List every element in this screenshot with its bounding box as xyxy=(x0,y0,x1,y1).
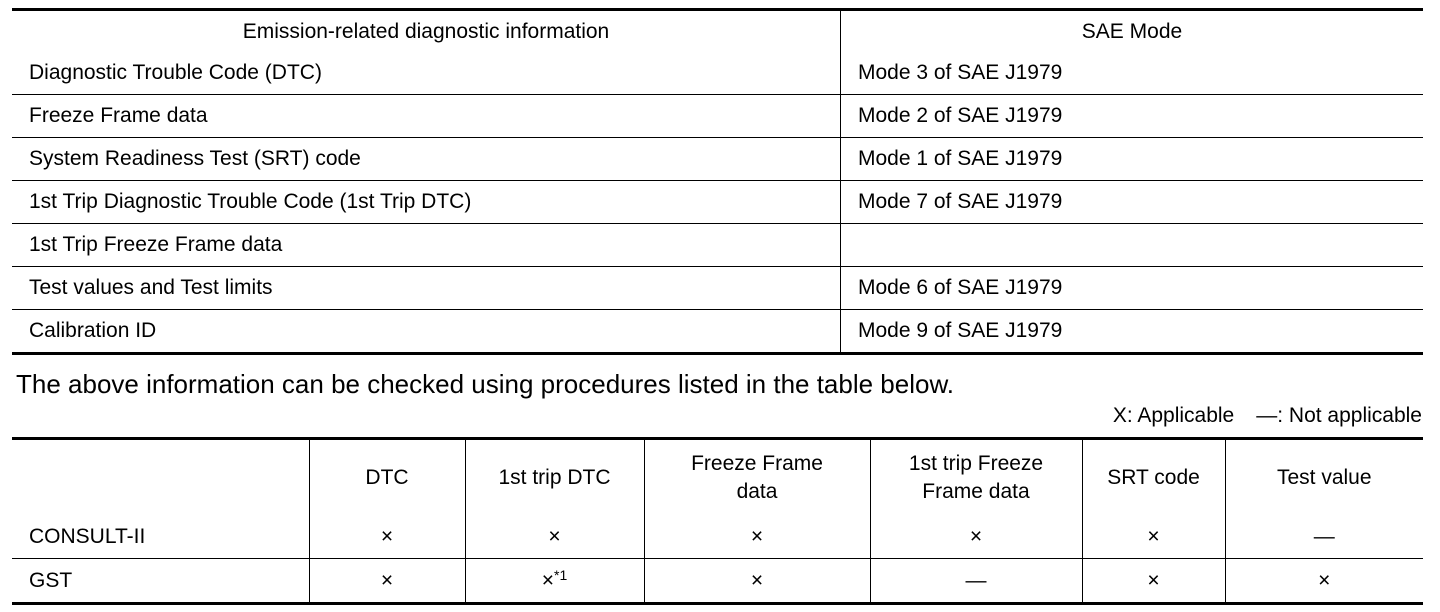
emission-diagnostic-table xyxy=(12,8,1423,355)
table-cell: Mode 7 of SAE J1979 xyxy=(841,181,1424,224)
table-cell: ×$^{*1}$ xyxy=(465,559,644,604)
header-test-value: Test value xyxy=(1276,465,1372,489)
header-1st-trip-dtc: 1st trip DTC xyxy=(465,439,644,516)
table-cell: × xyxy=(309,559,465,604)
row-label-consult: CONSULT-II xyxy=(12,515,309,559)
table-cell: Mode 9 of SAE J1979 xyxy=(858,319,1063,342)
table-cell: × xyxy=(644,515,870,559)
table-cell: Mode 3 of SAE J1979 xyxy=(841,52,1424,95)
legend-applicable: X: Applicable xyxy=(1112,404,1235,427)
table-cell: Diagnostic Trouble Code (DTC) xyxy=(12,52,841,95)
header-sae-mode: SAE Mode xyxy=(1081,19,1183,43)
table-row xyxy=(12,52,1423,95)
table-cell: × xyxy=(1082,515,1225,559)
table-cell: × xyxy=(644,559,870,604)
header-srt-code: SRT code xyxy=(1082,439,1225,516)
table-row xyxy=(12,224,1423,267)
table-cell: × xyxy=(465,515,644,559)
table-row xyxy=(12,310,1423,354)
table-row xyxy=(12,95,1423,138)
table-cell: × xyxy=(1082,559,1225,604)
header-diagnostic-info: Emission-related diagnostic information xyxy=(12,10,841,53)
table-row xyxy=(12,267,1423,310)
table-cell: 1st Trip Diagnostic Trouble Code (1st Trip DTC) xyxy=(12,181,841,224)
table-cell: × xyxy=(870,515,1082,559)
table-row xyxy=(12,515,1423,559)
table-cell: — xyxy=(870,559,1082,604)
table-cell xyxy=(841,224,1424,267)
table-cell: × xyxy=(309,515,465,559)
table-cell: × xyxy=(1318,568,1331,592)
table-cell: — xyxy=(1225,515,1423,559)
table-row xyxy=(12,138,1423,181)
table-cell: 1st Trip Freeze Frame data xyxy=(12,224,841,267)
header-dtc: DTC xyxy=(309,439,465,516)
legend-not-applicable: —: Not applicable xyxy=(1256,404,1422,427)
table-cell: Mode 1 of SAE J1979 xyxy=(841,138,1424,181)
row-label-gst: GST xyxy=(12,559,309,604)
table-row xyxy=(12,181,1423,224)
header-1st-trip-freeze-frame: 1st trip Freeze Frame data xyxy=(870,439,1082,516)
legend xyxy=(1113,404,1422,428)
caption-text: The above information can be checked using procedures listed in the table below. xyxy=(16,369,955,399)
table-cell: System Readiness Test (SRT) code xyxy=(12,138,841,181)
table-header-row xyxy=(12,439,1423,516)
header-empty xyxy=(12,439,309,516)
table-cell: Freeze Frame data xyxy=(12,95,841,138)
footnote-mark: *1 xyxy=(554,566,568,583)
table-cell: Mode 2 of SAE J1979 xyxy=(841,95,1424,138)
table-header-row xyxy=(12,10,1423,53)
header-freeze-frame: Freeze Frame data xyxy=(644,439,870,516)
table-row xyxy=(12,559,1423,604)
procedure-applicability-table xyxy=(12,437,1423,605)
table-cell: Calibration ID xyxy=(12,310,841,354)
table-cell: Test values and Test limits xyxy=(12,267,841,310)
table-cell: Mode 6 of SAE J1979 xyxy=(841,267,1424,310)
